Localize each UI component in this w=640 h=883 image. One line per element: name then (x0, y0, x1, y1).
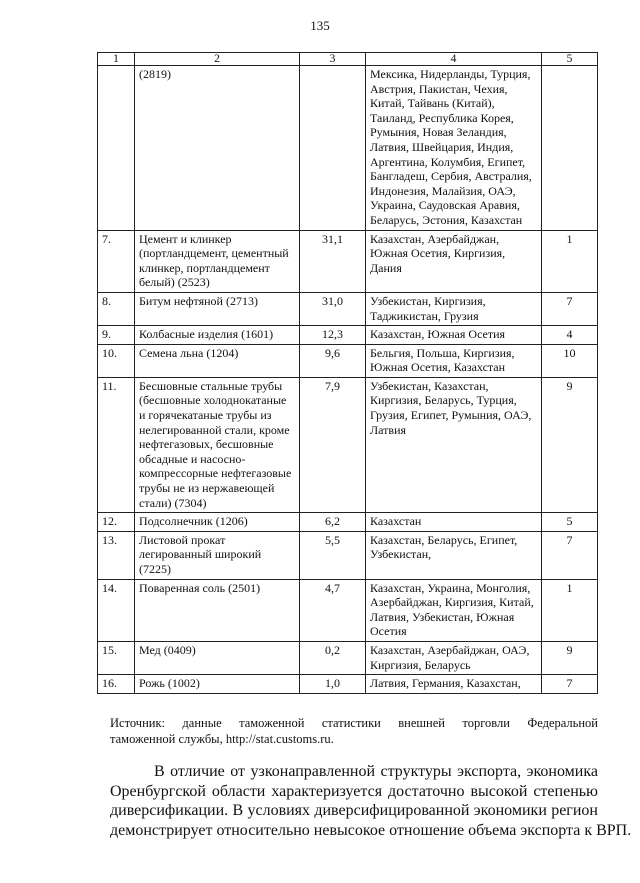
paragraph-line-4: демонстрирует относительно невысокое отношение объема экспорта к ВРП. (110, 821, 632, 839)
rank-cell: 10 (542, 344, 598, 377)
countries-cell: Латвия, Германия, Казахстан, (366, 675, 542, 694)
row-number: 15. (98, 641, 135, 674)
header-col-1: 1 (98, 53, 135, 66)
value-cell (300, 66, 366, 231)
product-cell: Рожь (1002) (135, 675, 300, 694)
table-row (98, 513, 598, 532)
source-line-2: таможенной службы, http://stat.customs.ru. (110, 732, 334, 746)
countries-cell: Бельгия, Польша, Киргизия, Южная Осетия, Казахстан (366, 344, 542, 377)
row-number: 9. (98, 326, 135, 345)
value-cell: 1,0 (300, 675, 366, 694)
table-row (98, 377, 598, 512)
row-number: 10. (98, 344, 135, 377)
paragraph-line-3: диверсификации. В условиях диверсифицированной экономики регион (110, 802, 598, 819)
value-cell: 5,5 (300, 531, 366, 579)
product-cell: Битум нефтяной (2713) (135, 292, 300, 325)
rank-cell: 7 (542, 292, 598, 325)
value-cell: 12,3 (300, 326, 366, 345)
table-row (98, 641, 598, 674)
rank-cell: 9 (542, 377, 598, 512)
source-line-1: Источник: данные таможенной статистики внешней торговли Федеральной (110, 716, 598, 730)
source-note (110, 715, 598, 747)
countries-cell: Казахстан, Украина, Монголия, Азербайджан, Киргизия, Китай, Латвия, Узбекистан, Южная Осетия (366, 579, 542, 641)
countries-cell: Узбекистан, Киргизия, Таджикистан, Грузия (366, 292, 542, 325)
table-row (98, 675, 598, 694)
table-row (98, 230, 598, 292)
table-row (98, 579, 598, 641)
countries-cell: Казахстан, Южная Осетия (366, 326, 542, 345)
table-row (98, 292, 598, 325)
rank-cell: 5 (542, 513, 598, 532)
row-number: 13. (98, 531, 135, 579)
product-cell: Семена льна (1204) (135, 344, 300, 377)
product-cell: (2819) (135, 66, 300, 231)
row-number: 12. (98, 513, 135, 532)
rank-cell: 1 (542, 579, 598, 641)
value-cell: 7,9 (300, 377, 366, 512)
value-cell: 0,2 (300, 641, 366, 674)
rank-cell: 7 (542, 531, 598, 579)
page-number: 135 (310, 18, 330, 33)
rank-cell: 7 (542, 675, 598, 694)
table-row (98, 344, 598, 377)
rank-cell: 9 (542, 641, 598, 674)
rank-cell: 4 (542, 326, 598, 345)
countries-cell: Мексика, Нидерланды, Турция, Австрия, Пакистан, Чехия, Китай, Тайвань (Китай), Таиланд, Республика Корея, Румыния, Новая Зеландия, Латвия, Швейцария, Индия, Аргентина, Колумбия, Египет, Бангладеш, Сербия, Австралия, Индонезия, Малайзия, ОАЭ, Украина, Саудовская Аравия, Беларусь, Эстония, Казахстан (366, 66, 542, 231)
header-col-4: 4 (366, 53, 542, 66)
row-number: 7. (98, 230, 135, 292)
paragraph-line-2: Оренбургской области характеризуется достаточно высокой степенью (110, 782, 598, 800)
product-cell: Колбасные изделия (1601) (135, 326, 300, 345)
value-cell: 6,2 (300, 513, 366, 532)
body-paragraph (110, 762, 632, 840)
product-cell: Листовой прокат легированный широкий (7225) (135, 531, 300, 579)
row-number: 8. (98, 292, 135, 325)
table-row (98, 531, 598, 579)
row-number: 14. (98, 579, 135, 641)
row-number: 16. (98, 675, 135, 694)
rank-cell (542, 66, 598, 231)
value-cell: 4,7 (300, 579, 366, 641)
value-cell: 31,1 (300, 230, 366, 292)
product-cell: Поваренная соль (2501) (135, 579, 300, 641)
rank-cell: 1 (542, 230, 598, 292)
product-cell: Бесшовные стальные трубы (бесшовные холоднокатаные и горячекатаные трубы из нелегированной стали, кроме нефтегазовых, бесшовные обсадные и насосно-компрессорные нефтегазовые трубы не из нержавеющей стали) (7304) (135, 377, 300, 512)
value-cell: 31,0 (300, 292, 366, 325)
paragraph-line-1: В отличие от узконаправленной структуры экспорта, экономика (154, 763, 598, 780)
countries-cell: Казахстан, Беларусь, Египет, Узбекистан, (366, 531, 542, 579)
product-cell: Подсолнечник (1206) (135, 513, 300, 532)
header-col-3: 3 (300, 53, 366, 66)
table-row (98, 326, 598, 345)
countries-cell: Узбекистан, Казахстан, Киргизия, Беларусь, Турция, Грузия, Египет, Румыния, ОАЭ, Латвия (366, 377, 542, 512)
header-col-5: 5 (542, 53, 598, 66)
export-table (97, 52, 598, 694)
table-row (98, 66, 598, 231)
table-header-row (98, 53, 598, 66)
countries-cell: Казахстан, Азербайджан, Южная Осетия, Киргизия, Дания (366, 230, 542, 292)
countries-cell: Казахстан (366, 513, 542, 532)
product-cell: Цемент и клинкер (портландцемент, цементный клинкер, портландцемент белый) (2523) (135, 230, 300, 292)
header-col-2: 2 (135, 53, 300, 66)
row-number (98, 66, 135, 231)
countries-cell: Казахстан, Азербайджан, ОАЭ, Киргизия, Беларусь (366, 641, 542, 674)
product-cell: Мед (0409) (135, 641, 300, 674)
value-cell: 9,6 (300, 344, 366, 377)
row-number: 11. (98, 377, 135, 512)
